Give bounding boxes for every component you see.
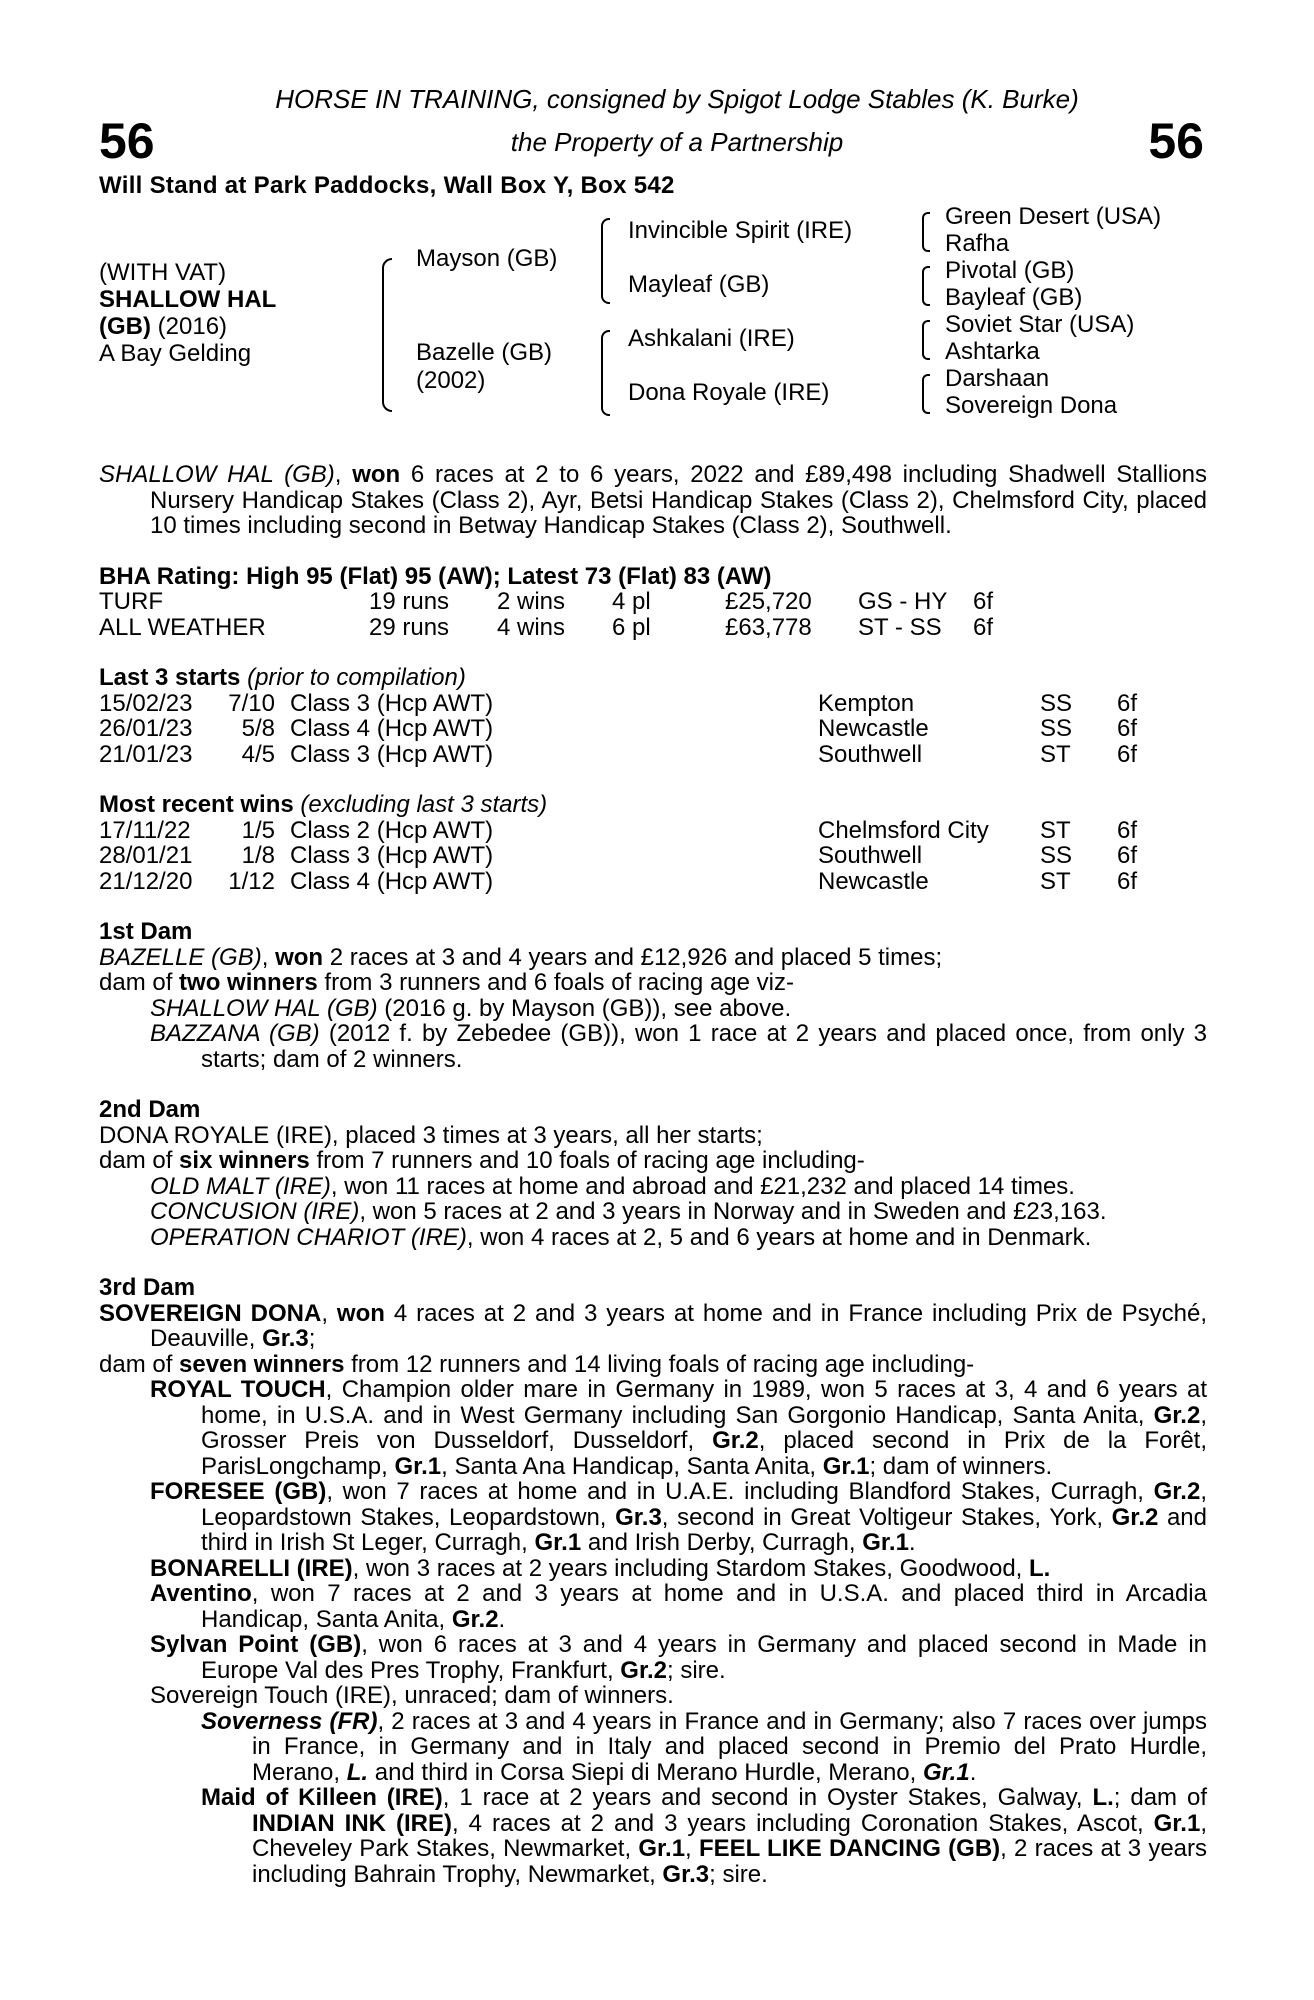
group-grade: Gr.2 bbox=[712, 1427, 759, 1454]
listed-grade: L. bbox=[1092, 1784, 1114, 1811]
start-course: Newcastle bbox=[818, 715, 929, 742]
progeny-name: BAZZANA (GB) bbox=[150, 1020, 320, 1047]
progeny-text: (2016 g. by Mayson (GB)), see above. bbox=[377, 994, 792, 1022]
progeny-aventino bbox=[99, 1581, 1207, 1632]
brace-sire-line bbox=[601, 218, 610, 304]
produce-text: from 7 runners and 10 foals of racing age including- bbox=[309, 1147, 865, 1174]
progeny-name: CONCUSION (IRE) bbox=[150, 1198, 360, 1225]
rating-dist: 6f bbox=[973, 588, 994, 615]
ds-name: Ashkalani (IRE) bbox=[628, 325, 795, 352]
start-position: 5/8 bbox=[241, 715, 275, 742]
summary-horse-name: SHALLOW HAL (GB) bbox=[99, 461, 335, 488]
progeny-text: , 4 races at 2 and 3 years including Coronation Stakes, Ascot, bbox=[451, 1809, 1154, 1837]
sd-name: Mayleaf (GB) bbox=[628, 271, 770, 298]
bha-rating: BHA Rating: High 95 (Flat) 95 (AW); Latest 73 (Flat) 83 (AW) bbox=[99, 562, 772, 590]
progeny-sylvan-point bbox=[99, 1632, 1207, 1683]
brace-ds bbox=[922, 320, 930, 360]
progeny-text: , placed second in Prix de la Forêt, ParisLongchamp, bbox=[201, 1427, 1208, 1480]
horse-origin: (GB) bbox=[99, 313, 151, 340]
text-end: ; bbox=[308, 1325, 316, 1352]
rating-wins: 4 wins bbox=[497, 613, 566, 641]
first-dam-won: won bbox=[275, 943, 324, 971]
progeny-text: , won 6 races at 3 and 4 years in Germany and placed second in Made in Europe Val des Pres Trophy, Frankfurt, bbox=[201, 1631, 1208, 1684]
progeny-entry bbox=[99, 1021, 1207, 1072]
progeny-text: , won 4 races at 2, 5 and 6 years at home and in Denmark. bbox=[466, 1223, 1092, 1251]
winners-count: seven winners bbox=[179, 1350, 345, 1378]
start-date: 15/02/23 bbox=[99, 689, 193, 717]
dam-year: (2002) bbox=[416, 367, 486, 394]
start-going: SS bbox=[1040, 715, 1073, 742]
summary-won: won bbox=[352, 461, 401, 488]
winners-count: two winners bbox=[179, 969, 318, 996]
progeny-text: , Leopardstown Stakes, Leopardstown, bbox=[201, 1478, 1207, 1531]
progeny-text: , won 7 races at home and in U.A.E. including Blandford Stakes, Curragh, bbox=[326, 1478, 1154, 1505]
rating-pl: 4 pl bbox=[612, 588, 651, 615]
dam-of-label: dam of bbox=[99, 1350, 180, 1378]
win-row bbox=[99, 818, 1207, 844]
group-grade: Gr.3 bbox=[262, 1325, 309, 1352]
third-dam-name: SOVEREIGN DONA bbox=[99, 1299, 322, 1327]
first-dam-name: BAZELLE (GB) bbox=[99, 943, 262, 971]
progeny-name: Maid of Killeen (IRE) bbox=[201, 1784, 443, 1811]
second-dam-record: DONA ROYALE (IRE), placed 3 times at 3 years, all her starts; bbox=[99, 1121, 763, 1149]
start-class: Class 4 (Hcp AWT) bbox=[290, 715, 494, 742]
group-grade: Gr.1 bbox=[862, 1529, 909, 1556]
win-course: Newcastle bbox=[818, 867, 929, 895]
listed-grade: L. bbox=[1029, 1554, 1051, 1582]
start-distance: 6f bbox=[1117, 740, 1138, 768]
win-going: ST bbox=[1040, 867, 1071, 895]
brace-ss bbox=[922, 212, 930, 252]
property-line: the Property of a Partnership bbox=[510, 127, 844, 157]
last-starts-table bbox=[99, 691, 1207, 768]
dd-name: Dona Royale (IRE) bbox=[628, 379, 830, 406]
last-starts-note: (prior to compilation) bbox=[247, 664, 466, 691]
group-grade: Gr.1 bbox=[923, 1758, 970, 1786]
first-dam-text: 2 races at 3 and 4 years and £12,926 and placed 5 times; bbox=[323, 943, 943, 971]
produce-text: from 12 runners and 14 living foals of racing age including- bbox=[344, 1350, 975, 1378]
rating-pl: 6 pl bbox=[612, 613, 651, 641]
rating-going: GS - HY bbox=[858, 588, 948, 615]
rating-surface: ALL WEATHER bbox=[99, 613, 266, 641]
lot-number-right: 56 bbox=[1148, 113, 1204, 169]
lot-number-left: 56 bbox=[99, 113, 155, 169]
brace-dam-line bbox=[601, 330, 610, 416]
rating-runs: 29 runs bbox=[369, 613, 450, 641]
ssd-name: Rafha bbox=[945, 230, 1010, 257]
win-position: 1/12 bbox=[228, 867, 275, 895]
progeny-text: (2012 f. by Zebedee (GB)), won 1 race at 2 years and placed once, from only 3 starts; dam of 2 winners. bbox=[201, 1020, 1208, 1073]
listed-grade: L. bbox=[346, 1758, 369, 1786]
rating-table bbox=[99, 589, 1207, 640]
start-position: 7/10 bbox=[228, 689, 275, 717]
progeny-text: ; sire. bbox=[709, 1860, 768, 1888]
start-class: Class 3 (Hcp AWT) bbox=[290, 740, 494, 768]
group-grade: Gr.2 bbox=[1111, 1503, 1159, 1531]
horse-description: A Bay Gelding bbox=[99, 340, 252, 367]
grandprogeny-maid-of-killeen bbox=[99, 1785, 1207, 1887]
progeny-entry bbox=[99, 1174, 1207, 1200]
horse-vat: (WITH VAT) bbox=[99, 259, 227, 286]
win-distance: 6f bbox=[1117, 867, 1138, 895]
start-row bbox=[99, 716, 1207, 742]
group-grade: Gr.3 bbox=[662, 1860, 710, 1888]
rating-going: ST - SS bbox=[858, 613, 942, 641]
win-date: 21/12/20 bbox=[99, 867, 193, 895]
progeny-text: , Santa Ana Handicap, Santa Anita, bbox=[441, 1452, 823, 1480]
dds-name: Darshaan bbox=[945, 365, 1050, 392]
win-distance: 6f bbox=[1117, 842, 1138, 869]
sds-name: Pivotal (GB) bbox=[945, 257, 1075, 284]
rating-surface: TURF bbox=[99, 588, 163, 615]
start-date: 26/01/23 bbox=[99, 715, 193, 742]
consignor-line: HORSE IN TRAINING, consigned by Spigot Lodge Stables (K. Burke) bbox=[275, 84, 1079, 114]
win-position: 1/5 bbox=[241, 816, 275, 844]
progeny-text: , bbox=[685, 1835, 699, 1862]
group-grade: Gr.2 bbox=[451, 1605, 499, 1633]
second-dam-heading: 2nd Dam bbox=[99, 1096, 201, 1123]
progeny-name: Aventino bbox=[150, 1580, 252, 1607]
start-distance: 6f bbox=[1117, 689, 1138, 717]
progeny-text: , 2 races at 3 years including Bahrain Trophy, Newmarket, bbox=[252, 1835, 1208, 1888]
stand-location: Will Stand at Park Paddocks, Wall Box Y, Box 542 bbox=[99, 172, 675, 199]
ddd-name: Sovereign Dona bbox=[945, 392, 1118, 419]
progeny-entry bbox=[99, 1225, 1207, 1251]
produce-text: from 3 runners and 6 foals of racing age viz- bbox=[317, 969, 794, 996]
progeny-text: and Irish Derby, Curragh, bbox=[581, 1529, 863, 1556]
win-class: Class 3 (Hcp AWT) bbox=[290, 842, 494, 869]
progeny-text: . bbox=[498, 1605, 506, 1633]
sire-name: Mayson (GB) bbox=[416, 245, 558, 272]
recent-wins-heading bbox=[99, 792, 1207, 818]
second-dam-produce bbox=[99, 1148, 1207, 1174]
progeny-text: , Champion older mare in Germany in 1989, won 5 races at 3, 4 and 6 years at home, in U.S.A. and in West Germany including San Gorgonio Handicap, Santa Anita, bbox=[201, 1376, 1208, 1429]
catalogue-body bbox=[99, 462, 1207, 1887]
last-starts-title: Last 3 starts bbox=[99, 664, 241, 691]
progeny-text: , won 3 races at 2 years including Stardom Stakes, Goodwood, bbox=[352, 1554, 1030, 1582]
group-grade: Gr.1 bbox=[638, 1835, 686, 1862]
recent-wins-note: (excluding last 3 starts) bbox=[300, 791, 548, 818]
progeny-text: ; dam of winners. bbox=[869, 1452, 1053, 1480]
horse-year: (2016) bbox=[157, 313, 228, 340]
progeny-name: OLD MALT (IRE) bbox=[150, 1172, 331, 1200]
progeny-entry bbox=[99, 1199, 1207, 1225]
start-course: Southwell bbox=[818, 740, 923, 768]
sdd-name: Bayleaf (GB) bbox=[945, 284, 1083, 311]
third-dam-won: won bbox=[336, 1299, 385, 1327]
win-date: 17/11/22 bbox=[99, 816, 191, 844]
progeny-name: FEEL LIKE DANCING (GB) bbox=[698, 1835, 1001, 1862]
win-position: 1/8 bbox=[241, 842, 275, 869]
win-course: Southwell bbox=[818, 842, 923, 869]
summary-text: 6 races at 2 to 6 years, 2022 and £89,498 including Shadwell Stallions Nursery Handicap Stakes (Class 2), Ayr, Betsi Handicap Stakes (Class 2), Chelmsford City, placed 10 times including second in Betway Handicap Stakes (Class 2), Southwell. bbox=[150, 461, 1207, 539]
group-grade: Gr.1 bbox=[394, 1452, 442, 1480]
progeny-bonarelli bbox=[99, 1556, 1207, 1582]
progeny-text: , Cheveley Park Stakes, Newmarket, bbox=[252, 1809, 1207, 1862]
rating-money: £25,720 bbox=[725, 588, 812, 615]
start-date: 21/01/23 bbox=[99, 740, 193, 768]
progeny-name: FORESEE (GB) bbox=[150, 1478, 327, 1505]
progeny-name: ROYAL TOUCH bbox=[150, 1376, 326, 1403]
win-class: Class 2 (Hcp AWT) bbox=[290, 816, 494, 844]
progeny-text: and third in Irish St Leger, Curragh, bbox=[201, 1503, 1207, 1556]
first-dam-record: BAZELLE (GB), won 2 races at 3 and 4 years and £12,926 and placed 5 times; bbox=[99, 943, 943, 971]
progeny-sovereign-touch: Sovereign Touch (IRE), unraced; dam of winners. bbox=[150, 1682, 674, 1709]
start-going: SS bbox=[1040, 689, 1073, 717]
horse-origin-year bbox=[99, 313, 227, 341]
dss-name: Soviet Star (USA) bbox=[945, 311, 1135, 338]
dam-of-label: dam of bbox=[99, 1147, 180, 1174]
group-grade: Gr.2 bbox=[1153, 1401, 1201, 1429]
win-course: Chelmsford City bbox=[818, 816, 989, 844]
recent-wins-title: Most recent wins bbox=[99, 791, 294, 818]
start-row bbox=[99, 742, 1207, 768]
third-dam-produce bbox=[99, 1352, 1207, 1378]
progeny-name: OPERATION CHARIOT (IRE) bbox=[150, 1223, 467, 1251]
brace-dd bbox=[922, 374, 930, 414]
winners-count: six winners bbox=[179, 1147, 310, 1174]
progeny-royal-touch bbox=[99, 1377, 1207, 1479]
progeny-text: , Grosser Preis von Dusseldorf, Dusseldorf, bbox=[201, 1401, 1207, 1454]
first-dam-heading: 1st Dam bbox=[99, 918, 193, 945]
sss-name: Green Desert (USA) bbox=[945, 203, 1162, 230]
third-dam-text: 4 races at 2 and 3 years at home and in France including Prix de Psyché, Deauville, bbox=[150, 1299, 1208, 1352]
win-row bbox=[99, 869, 1207, 895]
progeny-text: . bbox=[908, 1529, 916, 1556]
group-grade: Gr.2 bbox=[620, 1656, 667, 1684]
group-grade: Gr.1 bbox=[534, 1529, 582, 1556]
start-course: Kempton bbox=[818, 689, 915, 717]
third-dam-record: SOVEREIGN DONA, won 4 races at 2 and 3 years at home and in France including Prix de Psyché, Deauville, Gr.3; bbox=[99, 1299, 1208, 1352]
progeny-text: , 1 race at 2 years and second in Oyster Stakes, Galway, bbox=[442, 1784, 1093, 1811]
win-going: ST bbox=[1040, 816, 1071, 844]
last-starts-heading bbox=[99, 665, 1207, 691]
recent-wins-table bbox=[99, 818, 1207, 895]
progeny-name: Soverness (FR) bbox=[201, 1707, 378, 1735]
progeny-name: INDIAN INK (IRE) bbox=[252, 1809, 452, 1837]
dsd-name: Ashtarka bbox=[945, 338, 1040, 365]
group-grade: Gr.3 bbox=[615, 1503, 662, 1531]
horse-name: SHALLOW HAL bbox=[99, 286, 277, 313]
ss-name: Invincible Spirit (IRE) bbox=[628, 217, 853, 244]
win-row bbox=[99, 843, 1207, 869]
third-dam-heading: 3rd Dam bbox=[99, 1274, 196, 1301]
rating-wins: 2 wins bbox=[497, 588, 566, 615]
brace-sd bbox=[922, 266, 930, 306]
progeny-name: Sylvan Point (GB) bbox=[150, 1631, 362, 1658]
progeny-text: , second in Great Voltigeur Stakes, York, bbox=[661, 1503, 1112, 1531]
win-class: Class 4 (Hcp AWT) bbox=[290, 867, 494, 895]
brace-sire-dam bbox=[382, 258, 392, 412]
progeny-name: SHALLOW HAL (GB) bbox=[150, 994, 378, 1022]
dam-name: Bazelle (GB) bbox=[416, 339, 553, 366]
progeny-text: , won 11 races at home and abroad and £21,232 and placed 14 times. bbox=[330, 1172, 1075, 1200]
progeny-text: , 2 races at 3 and 4 years in France and in Germany; also 7 races over jumps in France, in Germany and in Italy and placed second in Premio del Prato Hurdle, Merano, bbox=[252, 1707, 1207, 1786]
race-summary: SHALLOW HAL (GB), won 6 races at 2 to 6 years, 2022 and £89,498 including Shadwell Stallions Nursery Handicap Stakes (Class 2), Ayr, Betsi Handicap Stakes (Class 2), Chelmsford City, placed 10 times including second in Betway Handicap Stakes (Class 2), Southwell. bbox=[99, 461, 1207, 539]
group-grade: Gr.1 bbox=[822, 1452, 870, 1480]
rating-runs: 19 runs bbox=[369, 588, 450, 615]
rating-dist: 6f bbox=[973, 613, 994, 641]
win-going: SS bbox=[1040, 842, 1073, 869]
group-grade: Gr.1 bbox=[1153, 1809, 1201, 1837]
progeny-text: , won 5 races at 2 and 3 years in Norway and in Sweden and £23,163. bbox=[359, 1198, 1107, 1225]
first-dam-produce bbox=[99, 970, 1207, 996]
start-class: Class 3 (Hcp AWT) bbox=[290, 689, 494, 717]
group-grade: Gr.2 bbox=[1153, 1478, 1201, 1505]
start-going: ST bbox=[1040, 740, 1071, 768]
progeny-name: BONARELLI (IRE) bbox=[150, 1554, 353, 1582]
start-row bbox=[99, 691, 1207, 717]
grandprogeny-soverness bbox=[99, 1709, 1207, 1786]
start-position: 4/5 bbox=[241, 740, 275, 768]
progeny-foresee bbox=[99, 1479, 1207, 1556]
progeny-text: and third in Corsa Siepi di Merano Hurdle, Merano, bbox=[368, 1758, 923, 1786]
progeny-text: ; dam of bbox=[1113, 1784, 1207, 1811]
dam-of-label: dam of bbox=[99, 969, 180, 996]
progeny-text: ; sire. bbox=[667, 1656, 726, 1684]
progeny-text: . bbox=[969, 1758, 977, 1786]
rating-row-turf bbox=[99, 589, 1207, 615]
win-date: 28/01/21 bbox=[99, 842, 193, 869]
progeny-text: , won 7 races at 2 and 3 years at home and in U.S.A. and placed third in Arcadia Handicap, Santa Anita, bbox=[201, 1580, 1207, 1633]
start-distance: 6f bbox=[1117, 715, 1138, 742]
win-distance: 6f bbox=[1117, 816, 1138, 844]
progeny-entry bbox=[99, 996, 1207, 1022]
rating-money: £63,778 bbox=[725, 613, 812, 641]
rating-row-aw bbox=[99, 615, 1207, 641]
